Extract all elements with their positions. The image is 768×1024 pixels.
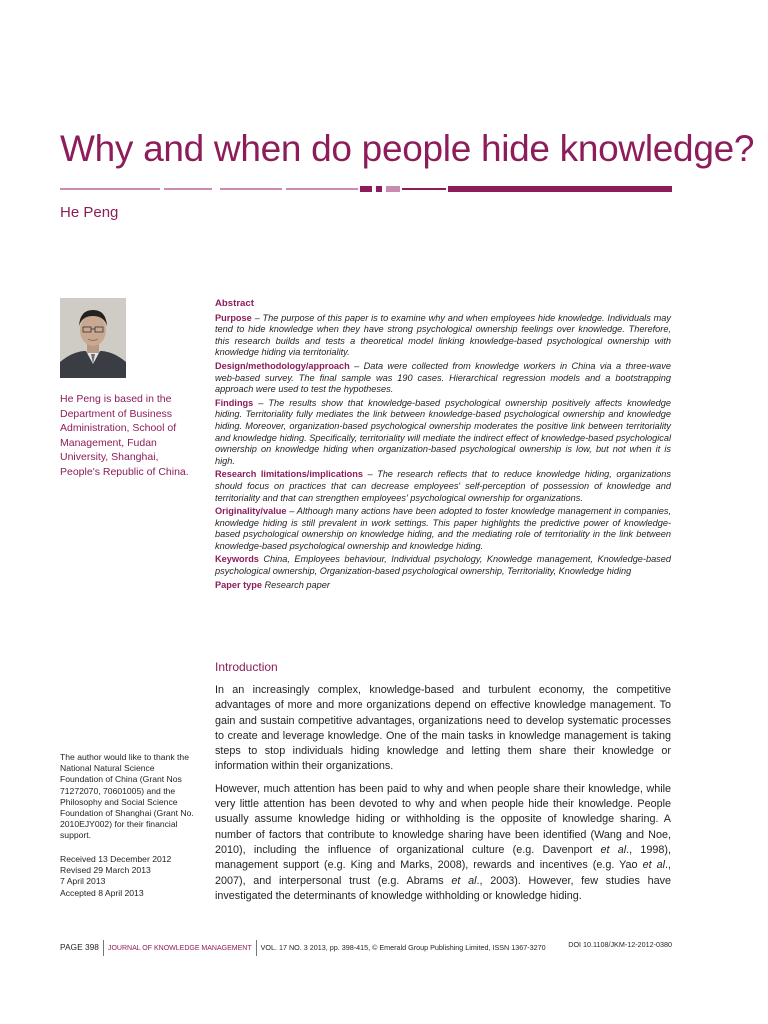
p2-etal-2: et al	[642, 859, 665, 872]
paper-type-text: Research paper	[261, 579, 330, 590]
abstract-purpose	[215, 313, 671, 359]
abstract-section	[215, 298, 671, 593]
purpose-text: – The purpose of this paper is to examine why and when employees hide knowledge. Individuals may tend to hide knowledge when they have strong psychological ownership feelings over knowledge. Therefore, this research builds and tests a theoretical model linking knowledge-based psychological ownership with knowledge hiding via territoriality.	[215, 312, 671, 358]
research-text: – The research reflects that to reduce knowledge hiding, organizations should focus on practices that can decrease employees' self-perception of possession of knowledge and territoriality and that can strengthen employees' psychological ownership for organizations.	[215, 469, 671, 503]
page-footer	[60, 940, 672, 956]
doi: DOI 10.1108/JKM-12-2012-0380	[568, 940, 672, 949]
originality-text: – Although many actions have been adopted to foster knowledge management in companies, knowledge hiding is still prevalent in work settings. This paper highlights the predictive power of knowledge-based psychological ownership on knowledge hiding, and the mediating role of territoriality in the link between knowledge-based psychological ownership and knowledge hiding.	[215, 506, 671, 551]
research-label: Research limitations/implications	[215, 469, 363, 480]
author-affiliation: He Peng is based in the Department of Business Administration, School of Management, Fudan University, Shanghai, People's Republic of China.	[60, 393, 189, 478]
keywords-text: China, Employees behaviour, Individual psychology, Knowledge management, Knowledge-based psychological ownership, Organization-based psychological ownership, Territoriality, Knowledge hiding	[215, 554, 671, 577]
p2-part-b: ., 1998), management support (e.g. King and Marks, 2008), rewards and incentives (e.g. Yao	[215, 843, 671, 872]
design-text: – Data were collected from knowledge workers in China via a three-wave web-based survey. The final sample was 190 cases. Hierarchical regression models and a bootstrapping approach were used to test the hypotheses.	[215, 360, 671, 395]
abstract-originality	[215, 506, 671, 552]
author-photo	[60, 298, 126, 378]
author-name: He Peng	[60, 204, 119, 221]
p2-part-a: However, much attention has been paid to why and when people share their knowledge, while very little attention has been devoted to why and when people hide their knowledge. People usually assume knowledge hiding or withholding is the opposite of knowledge sharing. A number of factors that contribute to knowledge sharing have been identified (Wang and Noe, 2010), including the influence of organizational culture (e.g. Davenport	[215, 782, 671, 856]
abstract-findings	[215, 398, 671, 468]
abstract-keywords	[215, 554, 671, 577]
decorative-rule	[60, 186, 672, 192]
introduction-heading: Introduction	[215, 660, 278, 674]
date-accepted: Accepted 8 April 2013	[60, 887, 144, 898]
date-revised: Revised 29 March 2013	[60, 865, 151, 876]
acknowledgement-note: The author would like to thank the National Natural Science Foundation of China (Grant Nos 71272070, 70601005) and the Philosophy and Social Science Foundation of Shanghai (Grant No. 2010EJY002) for their financial support.	[60, 752, 194, 841]
introduction-body	[215, 683, 671, 911]
keywords-label: Keywords	[215, 554, 259, 565]
page-number: PAGE 398	[60, 941, 99, 952]
findings-text: – The results show that knowledge-based psychological ownership positively affects knowledge hiding. Territoriality fully mediates the link between knowledge-based psychological ownership and knowledge hiding. Moreover, organization-based psychological ownership moderates the positive link between territoriality and knowledge hiding. Specifically, territoriality will mediate the indirect effect of knowledge-based psychological ownership on knowledge hiding when organization-based psychological ownership is low, but not when it is high.	[215, 397, 671, 466]
design-label: Design/methodology/approach	[215, 360, 350, 371]
abstract-design	[215, 361, 671, 396]
abstract-paper-type	[215, 580, 671, 592]
p2-etal-1: et al	[600, 843, 627, 856]
abstract-heading: Abstract	[215, 298, 254, 309]
introduction-paragraph-1: In an increasingly complex, knowledge-based and turbulent economy, the competitive advantages of more and more organizations depend on effective knowledge management. To gain and sustain competitive advantages, organizations need to develop systematic processes to create and leverage knowledge. One of the main tasks in knowledge management is taking steps to stop individuals hiding knowledge and letting them share their knowledge or information within their organizations.	[215, 684, 671, 773]
findings-label: Findings	[215, 397, 254, 408]
p2-part-d: ., 2003). However, few studies have investigated the determinants of knowledge withholding or knowledge hiding.	[215, 874, 671, 902]
submission-dates	[60, 854, 198, 899]
abstract-research-limitations	[215, 469, 671, 504]
article-title: Why and when do people hide knowledge?	[60, 128, 755, 169]
citation-info: VOL. 17 NO. 3 2013, pp. 398-415, © Emerald Group Publishing Limited, ISSN 1367-3270	[260, 942, 546, 952]
paper-type-label: Paper type	[215, 579, 262, 590]
date-revised-2: 7 April 2013	[60, 876, 106, 887]
originality-label: Originality/value	[215, 506, 287, 517]
journal-name: JOURNAL OF KNOWLEDGE MANAGEMENT	[107, 944, 252, 952]
footer-divider	[103, 940, 104, 956]
purpose-label: Purpose	[215, 312, 252, 323]
p2-etal-3: et al	[451, 874, 477, 887]
introduction-paragraph-2	[215, 782, 671, 904]
date-received: Received 13 December 2012	[60, 854, 172, 864]
footer-divider	[256, 940, 257, 956]
p2-part-c: ., 2007), and interpersonal trust (e.g. Abrams	[215, 859, 671, 887]
